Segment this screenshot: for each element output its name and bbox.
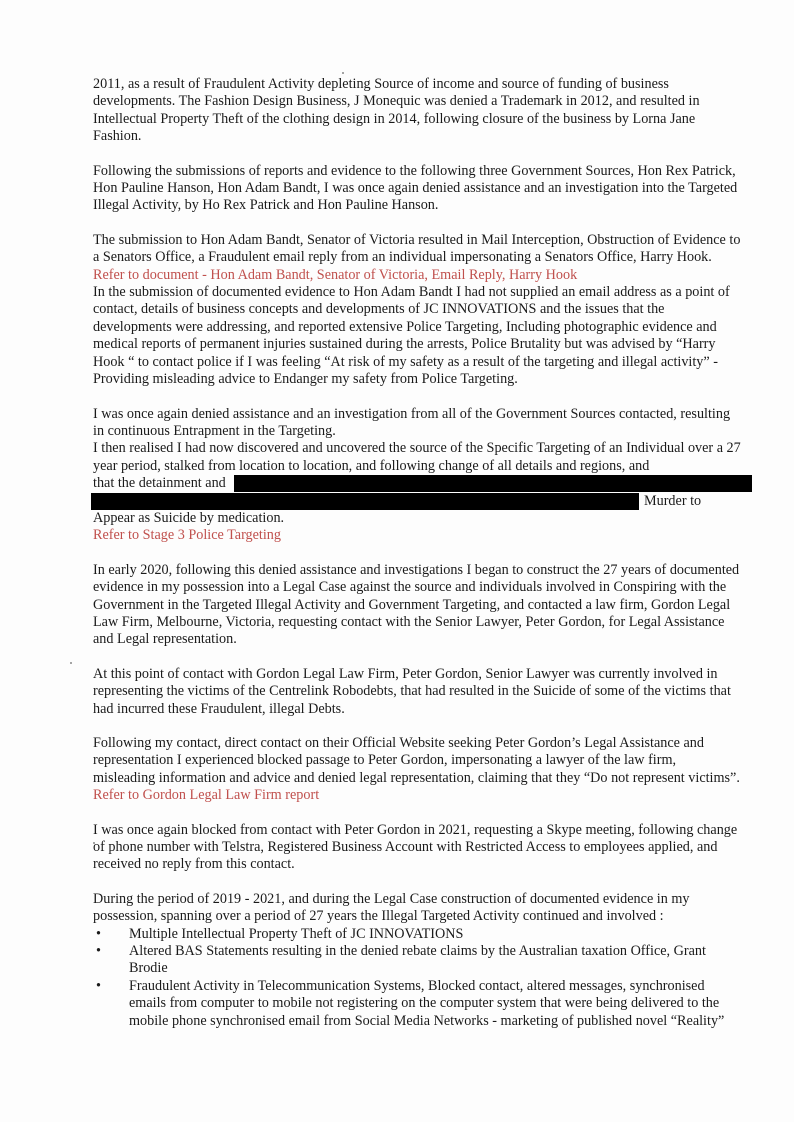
paragraph-blocked-passage: Following my contact, direct contact on their Official Website seeking Peter Gordon’s Legal Assistance and representation I experienced blocked passage to Peter Gordon, impersonating a lawyer of the law firm, misleading information and advice and denied legal representation, claiming that they “Do not represent victims”. xyxy=(93,734,740,786)
bullet-glyph: • xyxy=(96,943,101,960)
list-item-text: Altered BAS Statements resulting in the denied rebate claims by the Australian taxation Office, Grant Brodie xyxy=(129,943,706,977)
document-body xyxy=(93,76,741,1030)
reference-bandt-email[interactable]: Refer to document - Hon Adam Bandt, Senator of Victoria, Email Reply, Harry Hook xyxy=(93,266,578,283)
paragraph-source-discovery xyxy=(93,440,741,475)
paragraph-documented-evidence: In the submission of documented evidence to Hon Adam Bandt I had not supplied an email address as a point of contact, details of business concepts and developments of JC INNOVATIONS and the issues that the developments were addressing, and reported extensive Police Targeting, Including photographic evidence and medical reports of permanent injuries sustained during the arrests, Police Brutality but was advised by “Harry Hook “ to contact police if I was feeling “At risk of my safety as a result of the targeting and illegal activity” - Providing misleading advice to Endanger my safety from Police Targeting. xyxy=(93,284,730,388)
activity-list xyxy=(93,926,741,1030)
scan-speck xyxy=(70,662,72,664)
source-discovery-lead: I then realised I had now discovered and uncovered the source of the Specific Targeting of an Individual over a 27 year period, stalked from location to location, and following change of all details and regions, and xyxy=(93,440,741,474)
bullet-glyph: • xyxy=(96,977,101,994)
redaction-bar xyxy=(234,475,752,492)
redaction-bar xyxy=(91,493,639,510)
list-item xyxy=(93,978,741,1030)
list-item-text: Multiple Intellectual Property Theft of JC INNOVATIONS xyxy=(129,925,464,942)
list-item xyxy=(93,943,741,978)
reference-stage-3[interactable]: Refer to Stage 3 Police Targeting xyxy=(93,527,281,544)
scan-speck xyxy=(342,72,344,74)
paragraph-robodebt: At this point of contact with Gordon Legal Law Firm, Peter Gordon, Senior Lawyer was currently involved in representing the victims of the Centrelink Robodebts, that had resulted in the Suicide of some of the victims that had incurred these Fraudulent, illegal Debts. xyxy=(93,665,731,717)
paragraph-skype-request: I was once again blocked from contact with Peter Gordon in 2021, requesting a Skype meeting, following change of phone number with Telstra, Registered Business Account with Restricted Access to employees applied, and received no reply from this contact. xyxy=(93,821,738,873)
paragraph-trademark: 2011, as a result of Fraudulent Activity depleting Source of income and source of funding of business developments. The Fashion Design Business, J Monequic was denied a Trademark in 2012, and resulted in Intellectual Property Theft of the clothing design in 2014, following closure of the business by Lorna Jane Fashion. xyxy=(93,76,700,145)
paragraph-denied-assistance: I was once again denied assistance and an investigation from all of the Government Sources contacted, resulting in continuous Entrapment in the Targeting. xyxy=(93,405,731,439)
murder-to-text: Murder to xyxy=(644,492,702,509)
paragraph-continued-activity: During the period of 2019 - 2021, and during the Legal Case construction of documented evidence in my possession, spanning over a period of 27 years the Illegal Targeted Activity continued and involved : xyxy=(93,890,690,925)
bullet-glyph: • xyxy=(96,925,101,942)
paragraph-suicide-medication: Appear as Suicide by medication. xyxy=(93,509,285,526)
list-item xyxy=(93,926,741,943)
reference-gordon-legal[interactable]: Refer to Gordon Legal Law Firm report xyxy=(93,787,320,804)
redacted-line-1 xyxy=(93,475,741,492)
redacted-line-2 xyxy=(93,493,741,510)
source-discovery-tail: that the detainment and xyxy=(93,475,226,492)
paragraph-government-sources: Following the submissions of reports and evidence to the following three Government Sources, Hon Rex Patrick, Hon Pauline Hanson, Hon Adam Bandt, I was once again denied assistance and an investigation into the Targeted Illegal Activity, by Ho Rex Patrick and Hon Pauline Hanson. xyxy=(93,162,738,214)
paragraph-bandt-submission: The submission to Hon Adam Bandt, Senator of Victoria resulted in Mail Interception, Obstruction of Evidence to a Senators Office, a Fraudulent email reply from an individual impersonating a Senators Office, Harry Hook. xyxy=(93,231,741,266)
list-item-text: Fraudulent Activity in Telecommunication Systems, Blocked contact, altered messages, synchronised emails from computer to mobile not registering on the computer system that were being delivered to the mobile phone synchronised email from Social Media Networks - marketing of published novel “Reality” xyxy=(129,977,725,1029)
paragraph-legal-case: In early 2020, following this denied assistance and investigations I began to construct the 27 years of documented evidence in my possession into a Legal Case against the source and individuals involved in Conspiring with the Government in the Targeted Illegal Activity and Government Targeting, and contacted a law firm, Gordon Legal Law Firm, Melbourne, Victoria, requesting contact with the Senior Lawyer, Peter Gordon, for Legal Assistance and Legal representation. xyxy=(93,561,740,648)
